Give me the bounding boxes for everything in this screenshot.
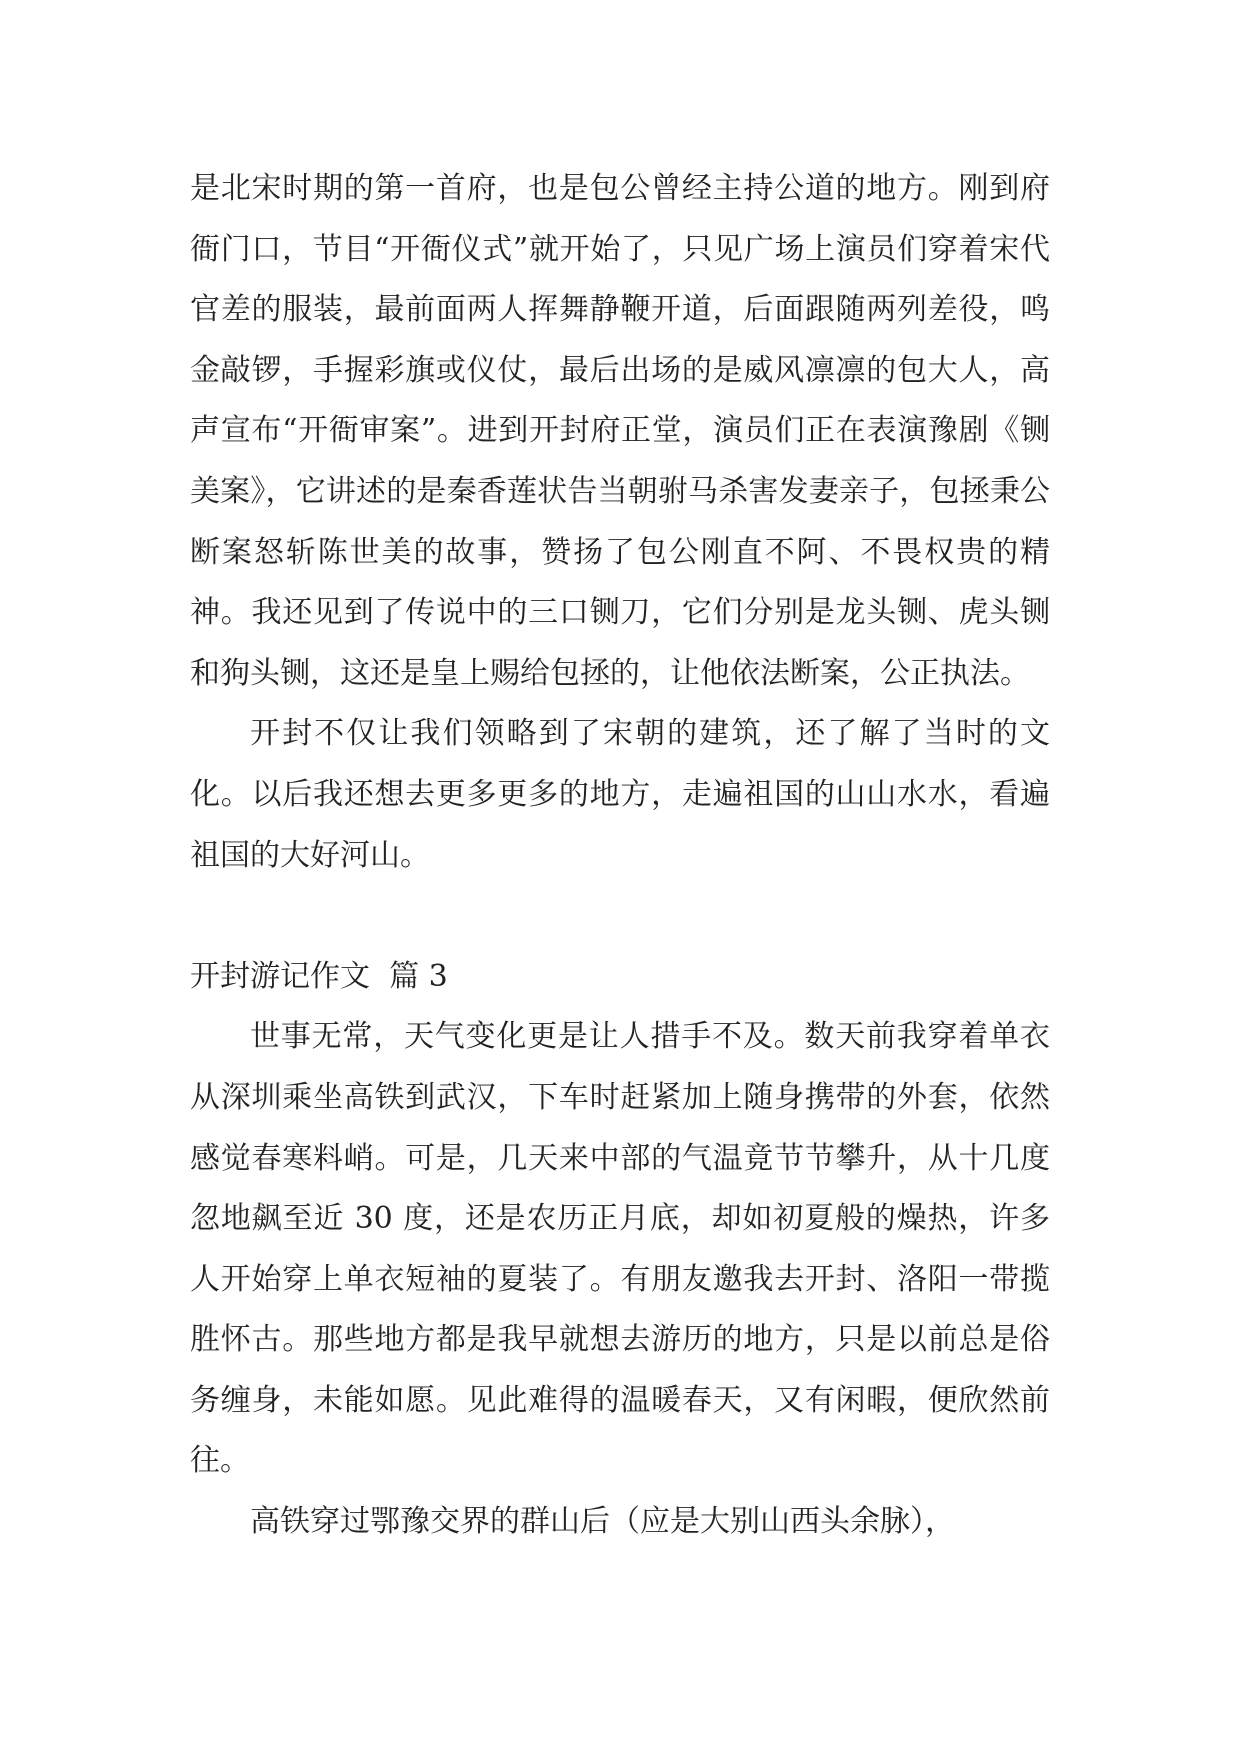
section-heading: 开封游记作文 篇 3 <box>190 958 448 994</box>
paragraph-section-2: 高铁穿过鄂豫交界的群山后（应是大别山西头余脉）， <box>250 1504 955 1540</box>
document-body <box>190 159 1050 1553</box>
paragraph-section-1: 世事无常，天气变化更是让人措手不及。数天前我穿着单衣从深圳乘坐高铁到武汉，下车时赶紧加上随身携带的外套，依然感觉春寒料峭。可是，几天来中部的气温竟节节攀升，从十几度忽地飙至近 30 度，还是农历正月底，却如初夏般的燥热，许多人开始穿上单衣短袖的夏装了。有朋友邀我去开封、洛阳一带揽胜怀古。那些地方都是我早就想去游历的地方，只是以前总是俗务缠身，未能如愿。见此难得的温暖春天，又有闲暇，便欣然前往。 <box>190 1019 1050 1479</box>
paragraph-closing: 开封不仅让我们领略到了宋朝的建筑，还了解了当时的文化。以后我还想去更多更多的地方，走遍祖国的山山水水，看遍祖国的大好河山。 <box>190 716 1050 873</box>
paragraph-continued: 是北宋时期的第一首府，也是包公曾经主持公道的地方。刚到府衙门口，节目“开衙仪式”就开始了，只见广场上演员们穿着宋代官差的服装，最前面两人挥舞静鞭开道，后面跟随两列差役，鸣金敲锣，手握彩旗或仪仗，最后出场的是威风凛凛的包大人，高声宣布“开衙审案”。进到开封府正堂，演员们正在表演豫剧《铡美案》，它讲述的是秦香莲状告当朝驸马杀害发妻亲子，包拯秉公断案怒斩陈世美的故事，赞扬了包公刚直不阿、不畏权贵的精神。我还见到了传说中的三口铡刀，它们分别是龙头铡、虎头铡和狗头铡，这还是皇上赐给包拯的，让他依法断案，公正执法。 <box>190 171 1050 691</box>
blank-line <box>190 886 1050 947</box>
